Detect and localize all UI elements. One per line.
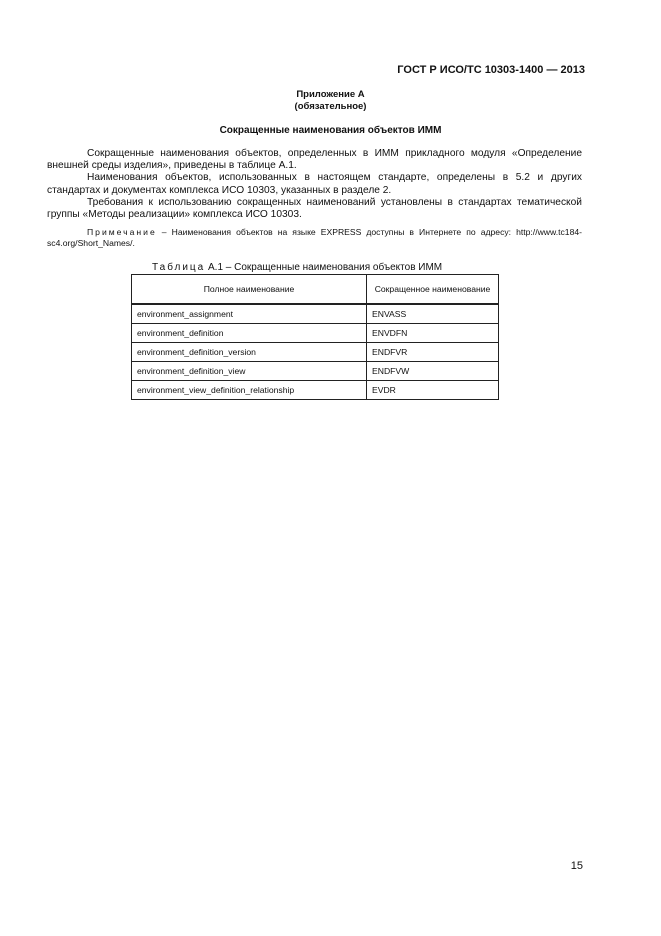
short-name-cell: ENVASS [367, 304, 499, 324]
document-header: ГОСТ Р ИСО/ТС 10303-1400 — 2013 [397, 64, 585, 76]
body-text [47, 148, 582, 249]
short-name-cell: ENDFVW [367, 362, 499, 381]
short-name-cell: EVDR [367, 381, 499, 400]
full-name-cell: environment_definition_view [132, 362, 367, 381]
note-text: – Наименования объектов на языке EXPRESS доступны в Интернете по адресу: http://www.tc184-sc4.org/Short_Names/. [47, 227, 582, 249]
full-name-cell: environment_definition [132, 324, 367, 343]
page-number: 15 [570, 860, 583, 872]
appendix-title: Приложение А [296, 89, 365, 100]
paragraph: Требования к использованию сокращенных наименований установлены в стандартах тематической группы «Методы реализации» комплекса ИСО 10303. [47, 196, 582, 221]
table-row [132, 324, 499, 343]
table-header-row [132, 275, 499, 305]
table-caption [152, 262, 442, 273]
table-row [132, 343, 499, 362]
short-name-cell: ENVDFN [367, 324, 499, 343]
table-caption-label: Таблица [152, 262, 206, 273]
appendix-status: (обязательное) [294, 101, 367, 112]
table-row [132, 381, 499, 400]
note [47, 227, 582, 249]
full-name-cell: environment_definition_version [132, 343, 367, 362]
section-title: Сокращенные наименования объектов ИММ [219, 125, 442, 136]
note-label: Примечание [87, 227, 157, 238]
column-header-full-name: Полное наименование [132, 275, 367, 305]
full-name-cell: environment_assignment [132, 304, 367, 324]
table-row [132, 362, 499, 381]
table-caption-text: А.1 – Сокращенные наименования объектов ИММ [205, 262, 443, 273]
short-names-table [131, 274, 499, 400]
table-row [132, 304, 499, 324]
short-name-cell: ENDFVR [367, 343, 499, 362]
paragraph: Сокращенные наименования объектов, определенных в ИММ прикладного модуля «Определение внешней среды изделия», приведены в таблице А.1. [47, 148, 582, 172]
column-header-short-name: Сокращенное наименование [367, 275, 499, 305]
full-name-cell: environment_view_definition_relationship [132, 381, 367, 400]
paragraph: Наименования объектов, использованных в настоящем стандарте, определены в 5.2 и других стандартах и документах комплекса ИСО 10303, указанных в разделе 2. [47, 172, 582, 196]
appendix-heading [0, 89, 661, 113]
